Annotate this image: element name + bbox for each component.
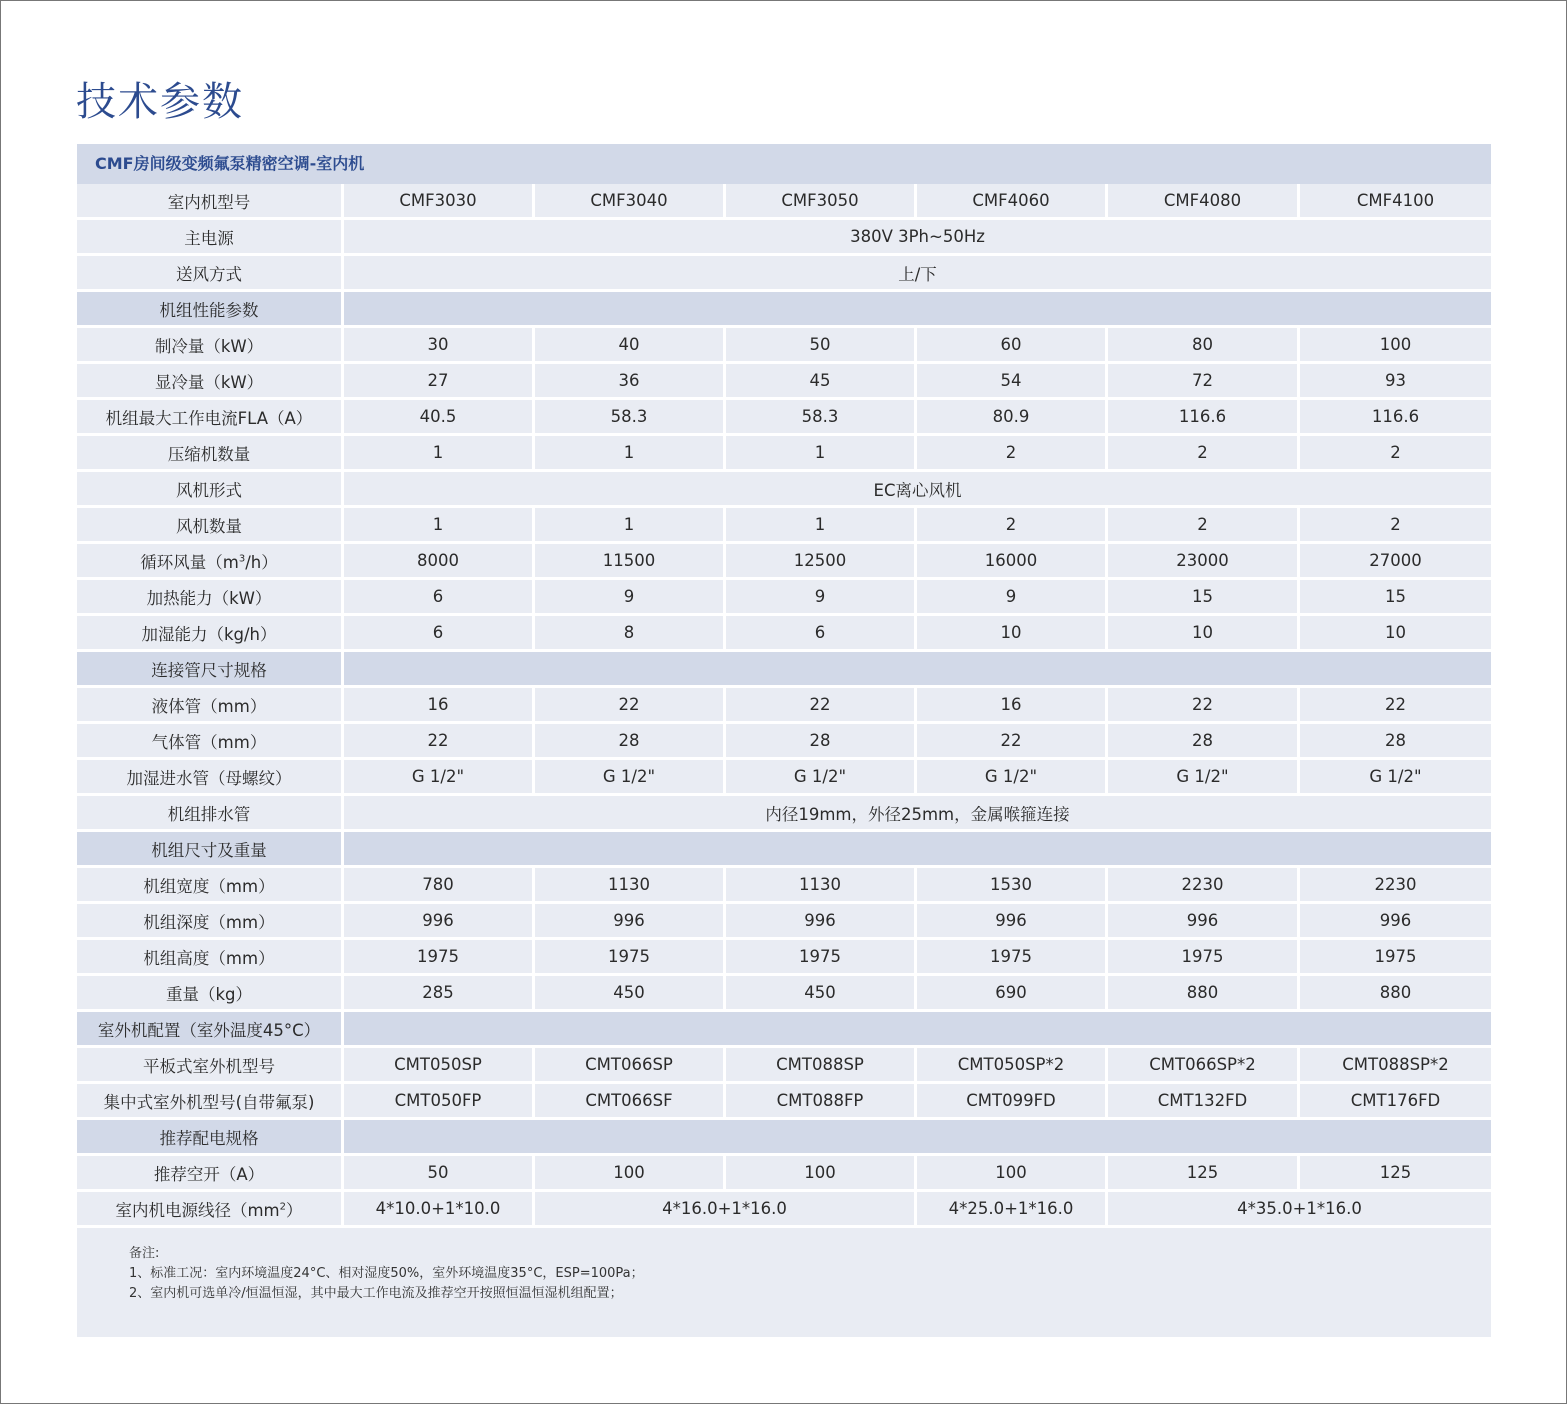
- value-cell: 30: [344, 328, 535, 364]
- table-row-flat-outdoor: [77, 1048, 1491, 1084]
- value-cell: CMT088SP: [726, 1048, 917, 1084]
- row-label: 主电源: [77, 220, 344, 256]
- value-cell: CMT088SP*2: [1300, 1048, 1491, 1084]
- value-cell: 50: [344, 1156, 535, 1192]
- group-label: 推荐配电规格: [77, 1120, 344, 1156]
- value-cell: CMT066SF: [535, 1084, 726, 1120]
- value-cell: 16: [917, 688, 1108, 724]
- value-cell: G 1/2": [726, 760, 917, 796]
- value-cell: CMT066SP*2: [1108, 1048, 1300, 1084]
- value-cell: 1: [726, 436, 917, 472]
- value-cell: 1975: [917, 940, 1108, 976]
- row-label: 加湿进水管（母螺纹）: [77, 760, 344, 796]
- value-cell: 1975: [344, 940, 535, 976]
- value-cell: CMT099FD: [917, 1084, 1108, 1120]
- group-spacer: [344, 832, 1491, 868]
- table-row-air-supply: [77, 256, 1491, 292]
- value-cell: 1530: [917, 868, 1108, 904]
- table-row-cooling: [77, 328, 1491, 364]
- table-row-gas-pipe: [77, 724, 1491, 760]
- value-cell: 2: [1108, 508, 1300, 544]
- value-cell: 6: [344, 616, 535, 652]
- table-row-water-inlet: [77, 760, 1491, 796]
- value-cell: CMT050SP: [344, 1048, 535, 1084]
- table-row-fla: [77, 400, 1491, 436]
- group-spacer: [344, 1012, 1491, 1048]
- value-cell: 1: [344, 508, 535, 544]
- value-cell: 450: [726, 976, 917, 1012]
- merged-cell: EC离心风机: [344, 472, 1491, 508]
- table-row-humidify: [77, 616, 1491, 652]
- row-label: 重量（kg）: [77, 976, 344, 1012]
- value-cell: 100: [1300, 328, 1491, 364]
- table-row-weight: [77, 976, 1491, 1012]
- table-row-height: [77, 940, 1491, 976]
- value-cell: 1975: [1300, 940, 1491, 976]
- row-label: 风机形式: [77, 472, 344, 508]
- spec-table: [77, 184, 1491, 1228]
- row-label: 集中式室外机型号(自带氟泵): [77, 1084, 344, 1120]
- model-cell: CMF4100: [1300, 184, 1491, 220]
- value-cell: 125: [1300, 1156, 1491, 1192]
- value-cell: 9: [917, 580, 1108, 616]
- label-text: /h）: [245, 552, 278, 572]
- row-label: 风机数量: [77, 508, 344, 544]
- value-cell: 116.6: [1300, 400, 1491, 436]
- value-cell: 996: [1300, 904, 1491, 940]
- value-cell: 10: [1108, 616, 1300, 652]
- table-row-cable: [77, 1192, 1491, 1228]
- value-cell: 1975: [535, 940, 726, 976]
- value-cell: 27: [344, 364, 535, 400]
- value-cell: 1975: [726, 940, 917, 976]
- value-cell: CMT176FD: [1300, 1084, 1491, 1120]
- label-superscript: 2: [279, 1201, 287, 1212]
- notes: [77, 1228, 1491, 1304]
- value-cell: 1: [726, 508, 917, 544]
- value-cell: 40: [535, 328, 726, 364]
- value-cell: 11500: [535, 544, 726, 580]
- value-cell: 6: [726, 616, 917, 652]
- merged-cell: 内径19mm，外径25mm，金属喉箍连接: [344, 796, 1491, 832]
- value-cell: G 1/2": [1300, 760, 1491, 796]
- value-cell: 15: [1300, 580, 1491, 616]
- value-cell: 80.9: [917, 400, 1108, 436]
- value-cell: 2: [917, 508, 1108, 544]
- label-superscript: 3: [238, 553, 246, 564]
- value-cell: 58.3: [726, 400, 917, 436]
- group-row-pipes: [77, 652, 1491, 688]
- row-label: 压缩机数量: [77, 436, 344, 472]
- value-cell: 15: [1108, 580, 1300, 616]
- value-cell: 1: [535, 508, 726, 544]
- value-cell: 9: [535, 580, 726, 616]
- notes-heading: 备注:: [129, 1246, 160, 1261]
- row-label: 显冷量（kW）: [77, 364, 344, 400]
- value-cell: 16: [344, 688, 535, 724]
- merged-cell: 4*16.0+1*16.0: [535, 1192, 917, 1228]
- row-label: 加湿能力（kg/h）: [77, 616, 344, 652]
- value-cell: 996: [535, 904, 726, 940]
- value-cell: 880: [1108, 976, 1300, 1012]
- value-cell: CMT050FP: [344, 1084, 535, 1120]
- value-cell: 9: [726, 580, 917, 616]
- value-cell: 2: [1300, 508, 1491, 544]
- page-title: 技术参数: [76, 79, 244, 125]
- group-row-electrical: [77, 1120, 1491, 1156]
- value-cell: 23000: [1108, 544, 1300, 580]
- value-cell: G 1/2": [535, 760, 726, 796]
- value-cell: 2: [1108, 436, 1300, 472]
- table-row-breaker: [77, 1156, 1491, 1192]
- value-cell: 80: [1108, 328, 1300, 364]
- value-cell: 54: [917, 364, 1108, 400]
- table-row-fan-count: [77, 508, 1491, 544]
- value-cell: 4*10.0+1*10.0: [344, 1192, 535, 1228]
- value-cell: 22: [535, 688, 726, 724]
- value-cell: 10: [1300, 616, 1491, 652]
- table-row-power-supply: [77, 220, 1491, 256]
- notes-line: 2、室内机可选单冷/恒温恒湿，其中最大工作电流及推荐空开按照恒温恒湿机组配置；: [129, 1286, 623, 1301]
- row-label: 推荐空开（A）: [77, 1156, 344, 1192]
- value-cell: 125: [1108, 1156, 1300, 1192]
- value-cell: 2230: [1300, 868, 1491, 904]
- table-row-depth: [77, 904, 1491, 940]
- value-cell: 50: [726, 328, 917, 364]
- merged-cell: 380V 3Ph~50Hz: [344, 220, 1491, 256]
- model-cell: CMF3050: [726, 184, 917, 220]
- section-title: CMF房间级变频氟泵精密空调-室内机: [77, 144, 1491, 184]
- value-cell: G 1/2": [344, 760, 535, 796]
- group-label: 机组性能参数: [77, 292, 344, 328]
- value-cell: 2: [1300, 436, 1491, 472]
- row-label: 机组排水管: [77, 796, 344, 832]
- value-cell: 4*25.0+1*16.0: [917, 1192, 1108, 1228]
- table-row-width: [77, 868, 1491, 904]
- value-cell: 996: [1108, 904, 1300, 940]
- row-label: 室内机型号: [77, 184, 344, 220]
- value-cell: 1: [535, 436, 726, 472]
- value-cell: 1130: [726, 868, 917, 904]
- row-label: 机组深度（mm）: [77, 904, 344, 940]
- value-cell: 22: [917, 724, 1108, 760]
- merged-cell: 4*35.0+1*16.0: [1108, 1192, 1491, 1228]
- value-cell: 16000: [917, 544, 1108, 580]
- row-label: 机组最大工作电流FLA（A）: [77, 400, 344, 436]
- value-cell: G 1/2": [917, 760, 1108, 796]
- value-cell: 22: [1300, 688, 1491, 724]
- value-cell: 72: [1108, 364, 1300, 400]
- value-cell: 2: [917, 436, 1108, 472]
- value-cell: 780: [344, 868, 535, 904]
- row-label: 制冷量（kW）: [77, 328, 344, 364]
- table-row-heating: [77, 580, 1491, 616]
- value-cell: 285: [344, 976, 535, 1012]
- value-cell: 880: [1300, 976, 1491, 1012]
- value-cell: 60: [917, 328, 1108, 364]
- table-row-fan-type: [77, 472, 1491, 508]
- group-spacer: [344, 292, 1491, 328]
- value-cell: CMT088FP: [726, 1084, 917, 1120]
- merged-cell: 上/下: [344, 256, 1491, 292]
- value-cell: 100: [535, 1156, 726, 1192]
- value-cell: CMT132FD: [1108, 1084, 1300, 1120]
- group-label: 机组尺寸及重量: [77, 832, 344, 868]
- value-cell: 36: [535, 364, 726, 400]
- value-cell: 22: [726, 688, 917, 724]
- value-cell: 1: [344, 436, 535, 472]
- value-cell: 28: [726, 724, 917, 760]
- row-label: 机组宽度（mm）: [77, 868, 344, 904]
- table-row-sensible: [77, 364, 1491, 400]
- label-text: 室内机电源线径（mm: [115, 1200, 280, 1220]
- value-cell: 93: [1300, 364, 1491, 400]
- value-cell: 40.5: [344, 400, 535, 436]
- value-cell: 12500: [726, 544, 917, 580]
- value-cell: 8000: [344, 544, 535, 580]
- group-spacer: [344, 1120, 1491, 1156]
- value-cell: 58.3: [535, 400, 726, 436]
- group-label: 连接管尺寸规格: [77, 652, 344, 688]
- value-cell: 996: [726, 904, 917, 940]
- table-row-drain: [77, 796, 1491, 832]
- row-label: 送风方式: [77, 256, 344, 292]
- row-label: [77, 544, 344, 580]
- table-row-central-outdoor: [77, 1084, 1491, 1120]
- row-label: 机组高度（mm）: [77, 940, 344, 976]
- row-label: 加热能力（kW）: [77, 580, 344, 616]
- value-cell: 45: [726, 364, 917, 400]
- model-cell: CMF3040: [535, 184, 726, 220]
- value-cell: CMT066SP: [535, 1048, 726, 1084]
- model-cell: CMF4060: [917, 184, 1108, 220]
- group-row-dimensions: [77, 832, 1491, 868]
- value-cell: 27000: [1300, 544, 1491, 580]
- value-cell: 996: [344, 904, 535, 940]
- group-spacer: [344, 652, 1491, 688]
- value-cell: G 1/2": [1108, 760, 1300, 796]
- value-cell: 8: [535, 616, 726, 652]
- value-cell: 6: [344, 580, 535, 616]
- row-label: [77, 1192, 344, 1228]
- row-label: 平板式室外机型号: [77, 1048, 344, 1084]
- value-cell: 450: [535, 976, 726, 1012]
- value-cell: 22: [1108, 688, 1300, 724]
- notes-line: 1、标准工况：室内环境温度24°C、相对湿度50%，室外环境温度35°C，ESP=100Pa；: [129, 1266, 644, 1281]
- value-cell: 1975: [1108, 940, 1300, 976]
- value-cell: 28: [1300, 724, 1491, 760]
- value-cell: 100: [726, 1156, 917, 1192]
- table-row-liquid-pipe: [77, 688, 1491, 724]
- value-cell: 1130: [535, 868, 726, 904]
- value-cell: 22: [344, 724, 535, 760]
- row-label: 液体管（mm）: [77, 688, 344, 724]
- label-text: 循环风量（m: [140, 552, 239, 572]
- model-cell: CMF3030: [344, 184, 535, 220]
- table-row-airflow: [77, 544, 1491, 580]
- value-cell: 116.6: [1108, 400, 1300, 436]
- value-cell: 996: [917, 904, 1108, 940]
- label-text: ）: [286, 1200, 303, 1220]
- value-cell: 100: [917, 1156, 1108, 1192]
- table-row-models: [77, 184, 1491, 220]
- value-cell: 690: [917, 976, 1108, 1012]
- value-cell: 28: [535, 724, 726, 760]
- value-cell: 2230: [1108, 868, 1300, 904]
- spec-panel: [77, 144, 1491, 1337]
- value-cell: 28: [1108, 724, 1300, 760]
- group-row-outdoor: [77, 1012, 1491, 1048]
- model-cell: CMF4080: [1108, 184, 1300, 220]
- table-row-compressors: [77, 436, 1491, 472]
- group-label: 室外机配置（室外温度45°C）: [77, 1012, 344, 1048]
- value-cell: CMT050SP*2: [917, 1048, 1108, 1084]
- value-cell: 10: [917, 616, 1108, 652]
- row-label: 气体管（mm）: [77, 724, 344, 760]
- group-row-performance: [77, 292, 1491, 328]
